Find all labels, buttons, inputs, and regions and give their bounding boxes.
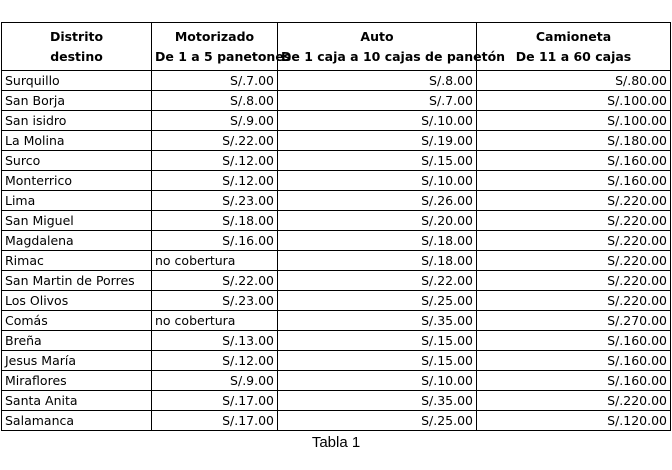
table-row	[2, 191, 671, 211]
motorizado-cell: S/.9.00	[152, 371, 278, 391]
camioneta-cell: S/.160.00	[477, 351, 671, 371]
header-camioneta-line2: De 11 a 60 cajas	[515, 48, 632, 64]
table-row	[2, 371, 671, 391]
table-row	[2, 111, 671, 131]
header-district	[2, 23, 152, 71]
motorizado-cell: S/.13.00	[152, 331, 278, 351]
camioneta-cell: S/.220.00	[477, 251, 671, 271]
motorizado-cell: no cobertura	[152, 251, 278, 271]
auto-cell: S/.18.00	[278, 231, 477, 251]
camioneta-cell: S/.220.00	[477, 211, 671, 231]
camioneta-cell: S/.100.00	[477, 91, 671, 111]
auto-cell: S/.20.00	[278, 211, 477, 231]
camioneta-cell: S/.160.00	[477, 171, 671, 191]
header-motorizado-line2: De 1 a 5 panetones	[155, 48, 292, 64]
table-row	[2, 411, 671, 431]
camioneta-cell: S/.220.00	[477, 391, 671, 411]
district-cell: Monterrico	[2, 171, 152, 191]
camioneta-cell: S/.220.00	[477, 191, 671, 211]
district-cell: Miraflores	[2, 371, 152, 391]
motorizado-cell: S/.9.00	[152, 111, 278, 131]
table-row	[2, 231, 671, 251]
auto-cell: S/.10.00	[278, 111, 477, 131]
motorizado-cell: S/.8.00	[152, 91, 278, 111]
header-auto	[278, 23, 506, 71]
camioneta-cell: S/.100.00	[477, 111, 671, 131]
table-row	[2, 71, 671, 91]
table-row	[2, 151, 671, 171]
camioneta-cell: S/.120.00	[477, 411, 671, 431]
table-row	[2, 131, 671, 151]
camioneta-cell: S/.220.00	[477, 271, 671, 291]
header-motorizado	[152, 23, 292, 71]
table-caption: Tabla 1	[311, 434, 361, 451]
camioneta-cell: S/.160.00	[477, 371, 671, 391]
district-cell: San Martin de Porres	[2, 271, 152, 291]
district-cell: Breña	[2, 331, 152, 351]
auto-cell: S/.26.00	[278, 191, 477, 211]
header-auto-line2: De 1 caja a 10 cajas de panetón	[281, 48, 506, 64]
camioneta-cell: S/.80.00	[477, 71, 671, 91]
auto-cell: S/.15.00	[278, 151, 477, 171]
district-cell: Comás	[2, 311, 152, 331]
header-camioneta	[477, 23, 671, 71]
camioneta-cell: S/.160.00	[477, 151, 671, 171]
motorizado-cell: S/.17.00	[152, 411, 278, 431]
table-row	[2, 211, 671, 231]
auto-cell: S/.18.00	[278, 251, 477, 271]
motorizado-cell: S/.23.00	[152, 291, 278, 311]
district-cell: San isidro	[2, 111, 152, 131]
motorizado-cell: S/.23.00	[152, 191, 278, 211]
delivery-rates-table	[1, 22, 671, 431]
motorizado-cell: S/.22.00	[152, 271, 278, 291]
motorizado-cell: S/.18.00	[152, 211, 278, 231]
header-motorizado-line1: Motorizado	[174, 28, 255, 44]
auto-cell: S/.25.00	[278, 291, 477, 311]
motorizado-cell: S/.12.00	[152, 151, 278, 171]
motorizado-cell: S/.7.00	[152, 71, 278, 91]
district-cell: Los Olivos	[2, 291, 152, 311]
district-cell: Santa Anita	[2, 391, 152, 411]
motorizado-cell: no cobertura	[152, 311, 278, 331]
auto-cell: S/.22.00	[278, 271, 477, 291]
table-row	[2, 391, 671, 411]
auto-cell: S/.8.00	[278, 71, 477, 91]
table-row	[2, 291, 671, 311]
district-cell: Jesus María	[2, 351, 152, 371]
camioneta-cell: S/.220.00	[477, 231, 671, 251]
table-row	[2, 311, 671, 331]
table-row	[2, 331, 671, 351]
district-cell: San Miguel	[2, 211, 152, 231]
auto-cell: S/.10.00	[278, 171, 477, 191]
district-cell: Surquillo	[2, 71, 152, 91]
district-cell: La Molina	[2, 131, 152, 151]
district-cell: Magdalena	[2, 231, 152, 251]
auto-cell: S/.25.00	[278, 411, 477, 431]
camioneta-cell: S/.160.00	[477, 331, 671, 351]
camioneta-cell: S/.270.00	[477, 311, 671, 331]
auto-cell: S/.10.00	[278, 371, 477, 391]
table-header	[2, 23, 671, 71]
table-body	[2, 71, 671, 431]
district-cell: Surco	[2, 151, 152, 171]
table-row	[2, 171, 671, 191]
auto-cell: S/.15.00	[278, 351, 477, 371]
table-row	[2, 271, 671, 291]
auto-cell: S/.35.00	[278, 391, 477, 411]
header-row	[2, 23, 671, 71]
header-district-line2: destino	[50, 48, 103, 64]
camioneta-cell: S/.220.00	[477, 291, 671, 311]
table-row	[2, 251, 671, 271]
motorizado-cell: S/.12.00	[152, 171, 278, 191]
district-cell: Lima	[2, 191, 152, 211]
camioneta-cell: S/.180.00	[477, 131, 671, 151]
district-cell: San Borja	[2, 91, 152, 111]
district-cell: Salamanca	[2, 411, 152, 431]
header-district-line1: Distrito	[49, 28, 104, 44]
motorizado-cell: S/.16.00	[152, 231, 278, 251]
motorizado-cell: S/.12.00	[152, 351, 278, 371]
header-auto-line1: Auto	[360, 28, 394, 44]
header-camioneta-line1: Camioneta	[535, 28, 612, 44]
auto-cell: S/.19.00	[278, 131, 477, 151]
auto-cell: S/.7.00	[278, 91, 477, 111]
auto-cell: S/.15.00	[278, 331, 477, 351]
motorizado-cell: S/.22.00	[152, 131, 278, 151]
table-row	[2, 351, 671, 371]
district-cell: Rimac	[2, 251, 152, 271]
table-row	[2, 91, 671, 111]
auto-cell: S/.35.00	[278, 311, 477, 331]
motorizado-cell: S/.17.00	[152, 391, 278, 411]
